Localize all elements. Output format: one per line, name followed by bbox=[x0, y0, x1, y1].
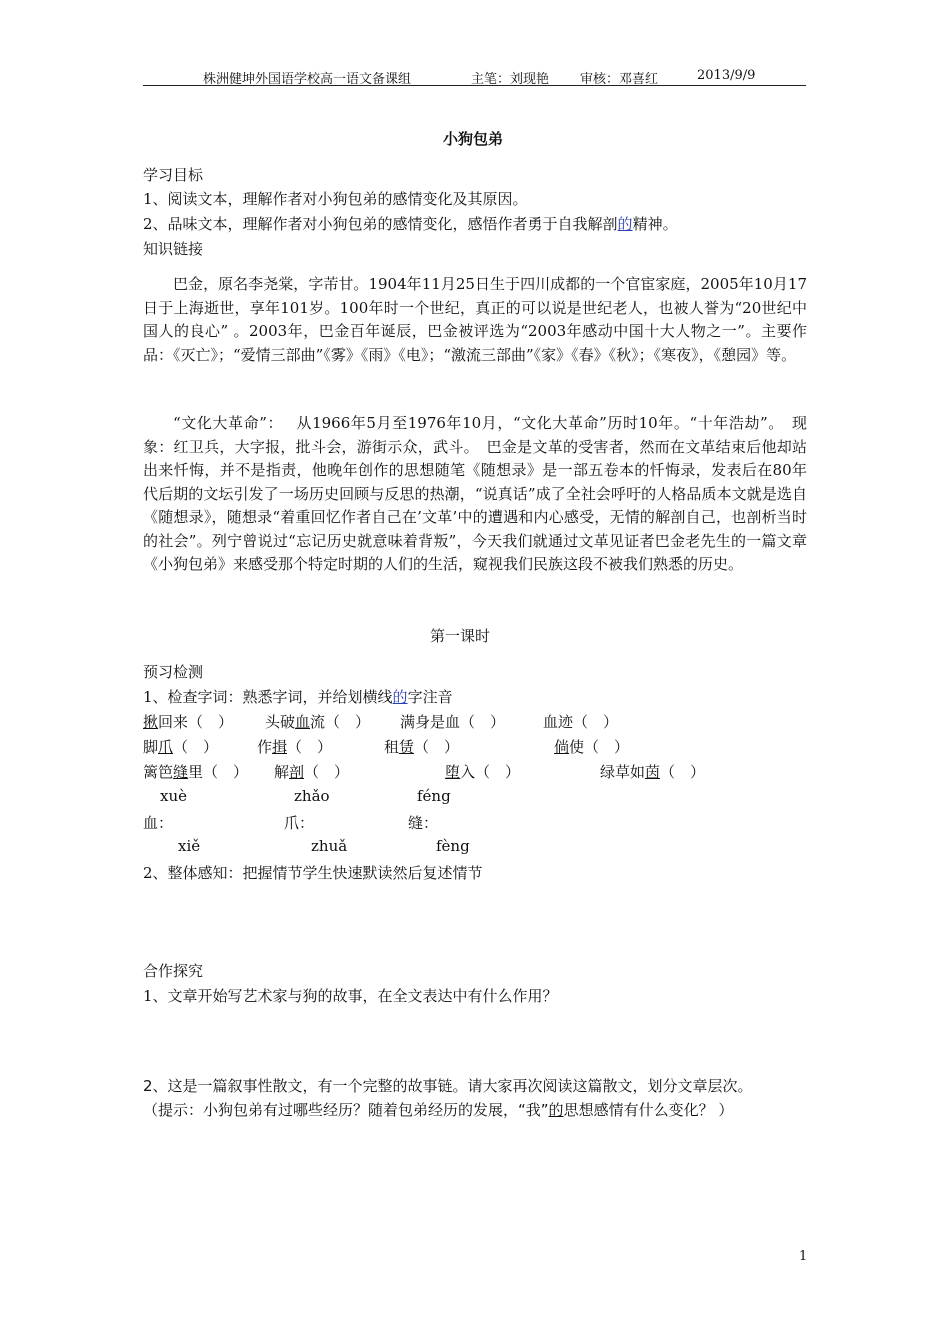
preview-question-1 bbox=[143, 686, 453, 707]
pinyin-xue: xuè bbox=[160, 787, 187, 805]
knowledge-paragraph-1 bbox=[143, 273, 807, 367]
vocab-word: 作揖（ ） bbox=[257, 738, 333, 756]
goal-item-2-link[interactable]: 的 bbox=[617, 215, 633, 233]
polyphonic-char: 血： bbox=[143, 814, 174, 832]
vocab-word: 解剖（ ） bbox=[274, 763, 350, 781]
vocab-word: 租赁（ ） bbox=[384, 738, 460, 756]
vocab-word: 头破血流（ ） bbox=[265, 713, 371, 731]
coop-question-1: 1、文章开始写艺术家与狗的故事，在全文表达中有什么作用？ bbox=[143, 987, 558, 1005]
goal-item-1: 1、阅读文本，理解作者对小狗包弟的感情变化及其原因。 bbox=[143, 190, 528, 208]
coop-question-2: 2、这是一篇叙事性散文，有一个完整的故事链。请大家再次阅读这篇散文，划分文章层次。 bbox=[143, 1077, 753, 1095]
header-school: 株洲健坤外国语学校高一语文备课组 bbox=[203, 72, 412, 87]
vocab-word: 脚爪（ ） bbox=[143, 738, 219, 756]
vocab-word: 满身是血（ ） bbox=[400, 713, 506, 731]
preview-question-1-tail: 字注音 bbox=[407, 688, 453, 706]
preview-question-1-text: 1、检查字词：熟悉字词，并给划横线 bbox=[143, 688, 393, 706]
header-author: 主笔：刘现艳 bbox=[471, 72, 550, 87]
preview-question-1-link[interactable]: 的 bbox=[392, 688, 408, 706]
header-rule bbox=[143, 85, 806, 86]
goal-item-2-tail: 精神。 bbox=[632, 215, 678, 233]
goal-item-2 bbox=[143, 213, 678, 234]
vocab-word: 堕入（ ） bbox=[445, 763, 521, 781]
pinyin-feng-2: féng bbox=[417, 787, 451, 805]
vocab-word: 绿草如茵（ ） bbox=[600, 763, 706, 781]
vocab-word: 倘使（ ） bbox=[554, 738, 630, 756]
vocab-word: 篱笆缝里（ ） bbox=[143, 763, 249, 781]
vocab-word: 揪回来（ ） bbox=[143, 713, 234, 731]
knowledge-paragraph-1-text: 巴金，原名李尧棠，字芾甘。1904年11月25日生于四川成都的一个官宦家庭，2005年10月17日于上海逝世，享年101岁。100年时一个世纪，真正的可以说是世纪老人，也被人誉为“20世纪中国人的良心” 。2003年，巴金百年诞辰，巴金被评选为“2003年感动中国十大人物之一”。主要作品：《灭亡》；“爱情三部曲”《雾》《雨》《电》；“激流三部曲”《家》《春》《秋》；《寒夜》，《憩园》等。 bbox=[143, 275, 807, 364]
preview-question-2-label: 2、整体感知： bbox=[143, 864, 243, 882]
page-title: 小狗包弟 bbox=[443, 130, 504, 148]
knowledge-paragraph-2-text: “文化大革命”： 从1966年5月至1976年10月，“文化大革命”历时10年。“十年浩劫”。 现象：红卫兵，大字报，批斗会，游街示众，武斗。 巴金是文革的受害者，然而在文革结束后他却站出来忏悔，并不是指责，他晚年创作的思想随笔《随想录》是一部五卷本的忏悔录，发表后在80年代后期的文坛引发了一场历史回顾与反思的热潮，“说真话”成了全社会呼吁的人格品质本文就是选自《随想录》，随想录“着重回忆作者自己在’文革’中的遭遇和内心感受，无情的解剖自己，也剖析当时的社会”。列宁曾说过“忘记历史就意味着背叛”，今天我们就通过文革见证者巴金老先生的一篇文章《小狗包弟》来感受那个特定时期的人们的生活，窥视我们民族这段不被我们熟悉的历史。 bbox=[143, 414, 807, 573]
coop-question-2-hint-tail: 思想感情有什么变化？ ） bbox=[563, 1101, 734, 1119]
lesson-heading: 第一课时 bbox=[430, 627, 491, 645]
polyphonic-char: 爪： bbox=[284, 814, 315, 832]
polyphonic-char: 缝： bbox=[408, 814, 439, 832]
coop-question-2-hint-text: （提示：小狗包弟有过哪些经历？随着包弟经历的发展，“我” bbox=[143, 1101, 549, 1119]
page-number: 1 bbox=[799, 1249, 808, 1264]
coop-heading: 合作探究 bbox=[143, 962, 204, 980]
vocab-word: 血迹（ ） bbox=[543, 713, 619, 731]
pinyin-xie: xiě bbox=[178, 837, 201, 855]
knowledge-paragraph-2 bbox=[143, 412, 807, 577]
preview-question-2 bbox=[143, 862, 483, 883]
pinyin-zhao: zhǎo bbox=[294, 787, 330, 805]
coop-question-2-hint bbox=[143, 1099, 733, 1120]
preview-question-2-text: 把握情节学生快速默读然后复述情节 bbox=[242, 864, 483, 882]
header-reviewer: 审核：邓喜红 bbox=[580, 72, 659, 87]
pinyin-zhua: zhuǎ bbox=[311, 837, 348, 855]
pinyin-feng-4: fèng bbox=[436, 837, 470, 855]
coop-question-2-hint-underlined: 的 bbox=[548, 1101, 564, 1119]
goals-heading: 学习目标 bbox=[143, 166, 204, 184]
knowledge-heading: 知识链接 bbox=[143, 240, 204, 258]
header-date: 2013/9/9 bbox=[697, 68, 756, 83]
goal-item-2-text: 2、品味文本，理解作者对小狗包弟的感情变化，感悟作者勇于自我解剖 bbox=[143, 215, 618, 233]
preview-heading: 预习检测 bbox=[143, 663, 204, 681]
